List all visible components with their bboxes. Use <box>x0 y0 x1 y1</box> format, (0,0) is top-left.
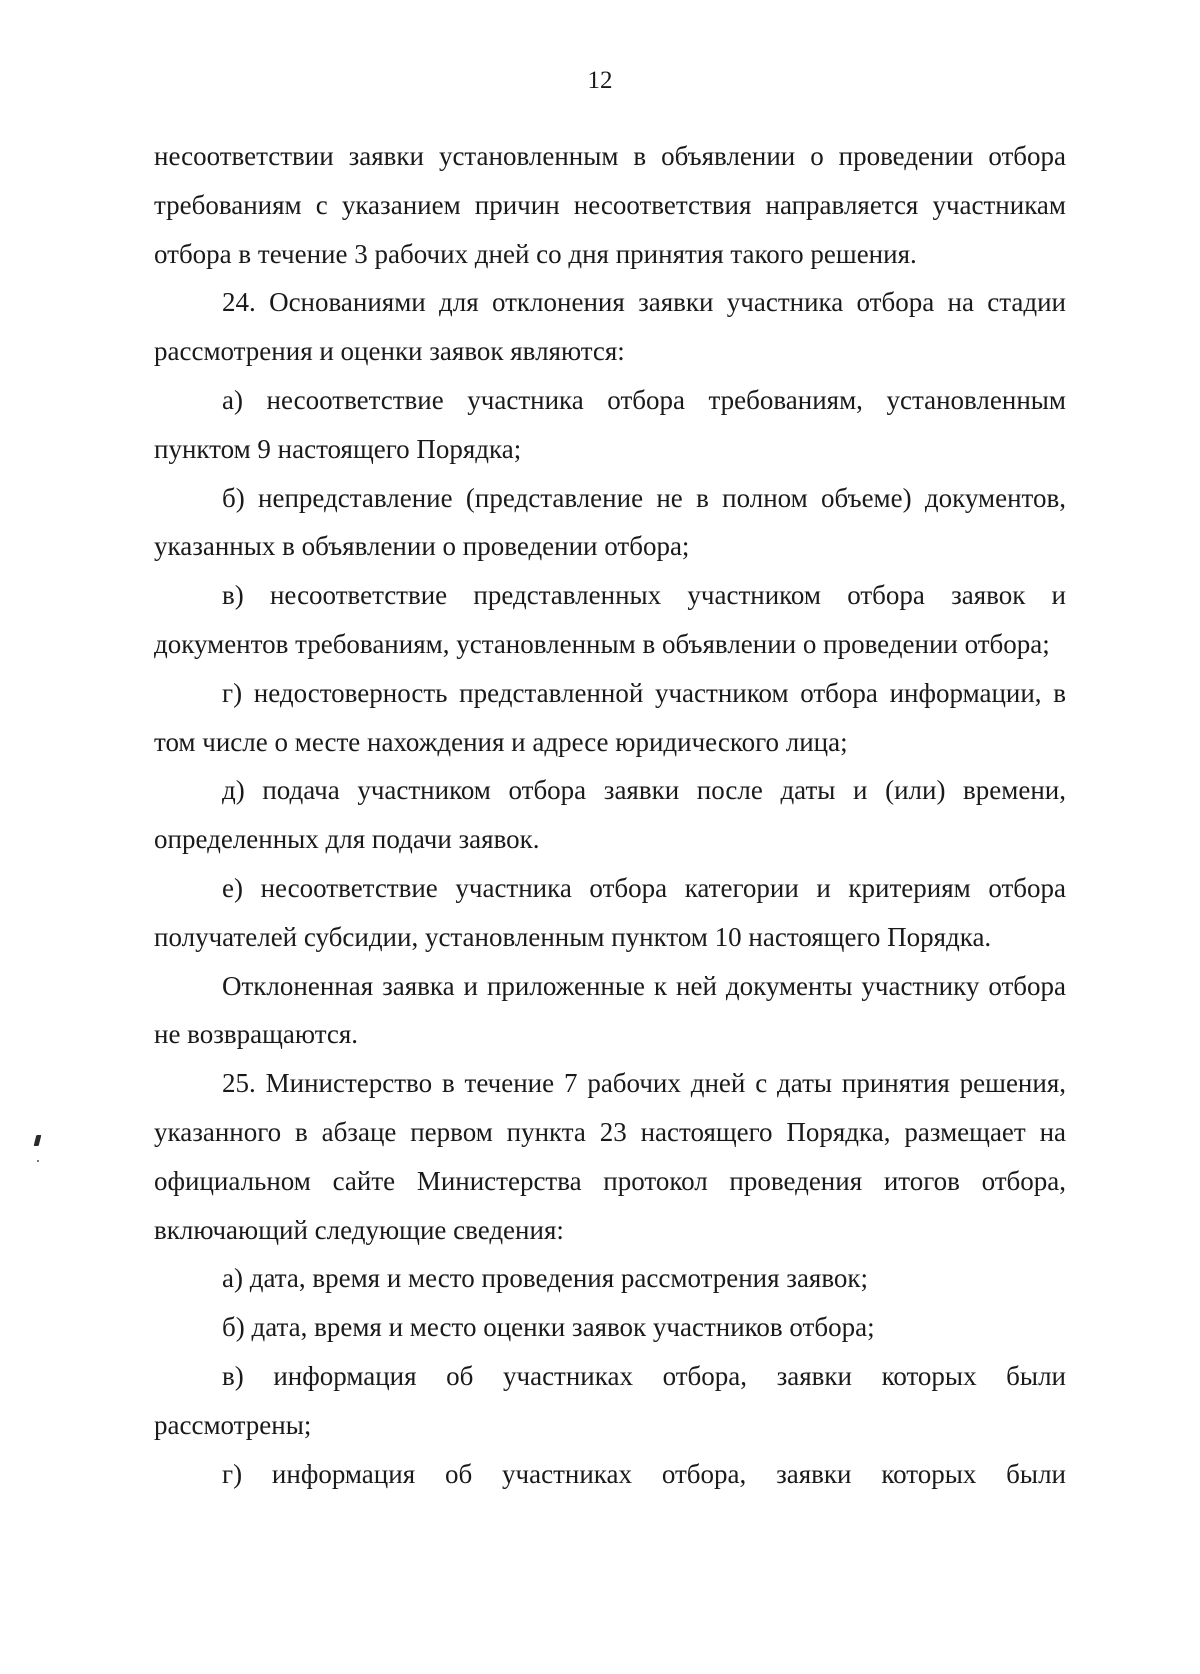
paragraph-rejected-note: Отклоненная заявка и приложенные к ней документы участнику отбора не возвращаются. <box>154 970 1066 1050</box>
page-number: 12 <box>587 67 613 94</box>
paragraph-25-sub-a: а) дата, время и место проведения рассмотрения заявок; <box>222 1263 869 1294</box>
paragraph-sub-e: е) несоответствие участника отбора категории и критериям отбора получателей субсидии, установленным пунктом 10 настоящего Порядка. <box>154 872 1066 952</box>
paragraph-continuation: несоответствии заявки установленным в объявлении о проведении отбора требованиям с указанием причин несоответствия направляется участникам отбора в течение 3 рабочих дней со дня принятия такого решения. <box>154 141 1066 269</box>
paragraph-25-sub-v: в) информация об участниках отбора, заявки которых были рассмотрены; <box>154 1360 1066 1440</box>
scan-artifact-dot <box>37 1160 39 1162</box>
paragraph-sub-d: д) подача участником отбора заявки после даты и (или) времени, определенных для подачи заявок. <box>154 775 1066 855</box>
paragraph-sub-b: б) непредставление (представление не в полном объеме) документов, указанных в объявлении о проведении отбора; <box>154 482 1066 562</box>
document-body <box>154 132 1066 1498</box>
paragraph-sub-v: в) несоответствие представленных участником отбора заявок и документов требованиям, установленным в объявлении о проведении отбора; <box>154 580 1066 659</box>
paragraph-25-sub-g: г) информация об участниках отбора, заявки которых были <box>222 1458 1066 1489</box>
paragraph-sub-g: г) недостоверность представленной участником отбора информации, в том числе о месте нахождения и адресе юридического лица; <box>154 677 1066 757</box>
scan-artifact-mark <box>34 1135 42 1146</box>
paragraph-25-sub-b: б) дата, время и место оценки заявок участников отбора; <box>222 1312 875 1343</box>
paragraph-sub-a: а) несоответствие участника отбора требованиям, установленным пунктом 9 настоящего Порядка; <box>154 384 1066 464</box>
paragraph-item-25: 25. Министерство в течение 7 рабочих дней с даты принятия решения, указанного в абзаце первом пункта 23 настоящего Порядка, размещает на официальном сайте Министерства протокол проведения итогов отбора, включающий следующие сведения: <box>154 1068 1066 1245</box>
paragraph-item-24: 24. Основаниями для отклонения заявки участника отбора на стадии рассмотрения и оценки заявок являются: <box>154 287 1066 367</box>
